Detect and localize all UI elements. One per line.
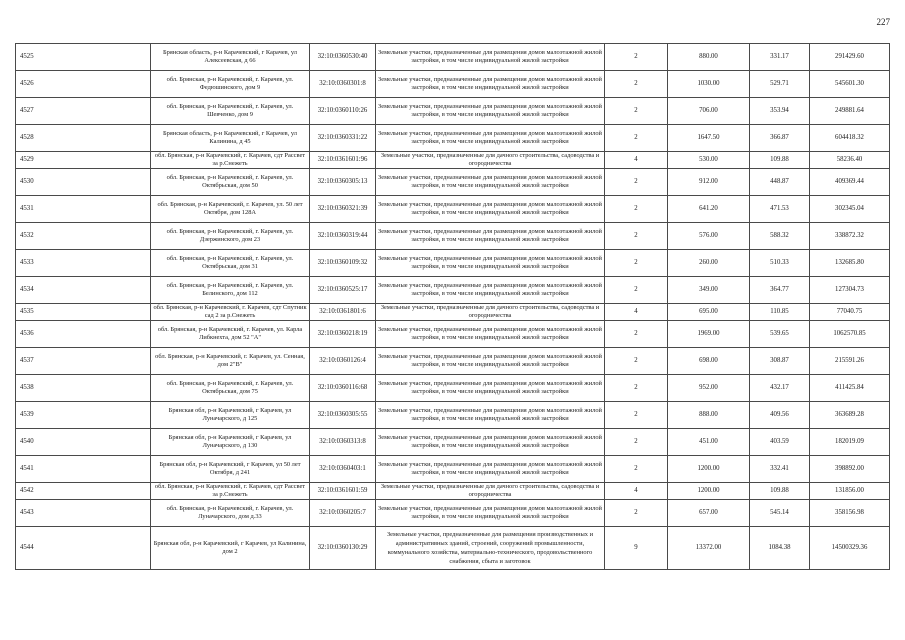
area-cell: 530.00 (668, 152, 750, 169)
address-cell: Брянская область, р-н Карачевский, г Карачев, ул Калинина, д 45 (151, 125, 310, 152)
row-number-cell: 4538 (16, 375, 151, 402)
table-row (16, 527, 890, 570)
cadastral-value-cell: 77040.75 (810, 304, 890, 321)
land-use-purpose-cell: Земельные участки, предназначенные для размещения домов малоэтажной жилой застройки, в том числе индивидуальной жилой застройки (376, 98, 605, 125)
land-use-purpose-cell: Земельные участки, предназначенные для размещения домов малоэтажной жилой застройки, в том числе индивидуальной жилой застройки (376, 44, 605, 71)
area-cell: 657.00 (668, 500, 750, 527)
land-use-purpose-cell: Земельные участки, предназначенные для размещения домов малоэтажной жилой застройки, в том числе индивидуальной жилой застройки (376, 402, 605, 429)
row-number-cell: 4525 (16, 44, 151, 71)
row-number-cell: 4533 (16, 250, 151, 277)
specific-value-cell: 432.17 (750, 375, 810, 402)
row-number-cell: 4526 (16, 71, 151, 98)
land-use-purpose-cell: Земельные участки, предназначенные для размещения производственных и административных зданий, строений, сооружений промышленности, коммунального хозяйства, материально-технического, продовольственного снабжения, сбыта и заготовок (376, 527, 605, 570)
address-cell: обл. Брянская, р-н Карачевский, г. Карачев, ул. Октябрьская, дом 50 (151, 169, 310, 196)
specific-value-cell: 1084.38 (750, 527, 810, 570)
table-row (16, 304, 890, 321)
table-body (16, 44, 890, 570)
area-cell: 888.00 (668, 402, 750, 429)
cadastral-number-cell: 32:10:0360530:40 (310, 44, 376, 71)
area-cell: 349.00 (668, 277, 750, 304)
row-number-cell: 4543 (16, 500, 151, 527)
row-number-cell: 4535 (16, 304, 151, 321)
land-use-purpose-cell: Земельные участки, предназначенные для размещения домов малоэтажной жилой застройки, в том числе индивидуальной жилой застройки (376, 375, 605, 402)
specific-value-cell: 403.59 (750, 429, 810, 456)
cadastral-value-cell: 545601.30 (810, 71, 890, 98)
land-use-group-cell: 2 (605, 98, 668, 125)
row-number-cell: 4534 (16, 277, 151, 304)
land-use-purpose-cell: Земельные участки, предназначенные для размещения домов малоэтажной жилой застройки, в том числе индивидуальной жилой застройки (376, 456, 605, 483)
area-cell: 880.00 (668, 44, 750, 71)
table-row (16, 277, 890, 304)
cadastral-number-cell: 32:10:0360110:26 (310, 98, 376, 125)
land-use-purpose-cell: Земельные участки, предназначенные для размещения домов малоэтажной жилой застройки, в том числе индивидуальной жилой застройки (376, 321, 605, 348)
address-cell: обл. Брянская, р-н Карачевский, г. Карачев, ул. Октябрьская, дом 31 (151, 250, 310, 277)
land-use-purpose-cell: Земельные участки, предназначенные для размещения домов малоэтажной жилой застройки, в том числе индивидуальной жилой застройки (376, 169, 605, 196)
address-cell: обл. Брянская, р-н Карачевский, г. Карачев, сдт Рассвет за р.Снежеть (151, 152, 310, 169)
land-use-group-cell: 2 (605, 277, 668, 304)
cadastral-value-cell: 127304.73 (810, 277, 890, 304)
address-cell: обл. Брянская, р-н Карачевский, г. Карачев, ул. Федюшинского, дом 9 (151, 71, 310, 98)
area-cell: 1969.00 (668, 321, 750, 348)
row-number-cell: 4530 (16, 169, 151, 196)
specific-value-cell: 448.87 (750, 169, 810, 196)
row-number-cell: 4537 (16, 348, 151, 375)
specific-value-cell: 545.14 (750, 500, 810, 527)
table-row (16, 152, 890, 169)
land-use-purpose-cell: Земельные участки, предназначенные для дачного строительства, садоводства и огородничества (376, 304, 605, 321)
cadastral-value-cell: 131856.00 (810, 483, 890, 500)
land-use-purpose-cell: Земельные участки, предназначенные для размещения домов малоэтажной жилой застройки, в том числе индивидуальной жилой застройки (376, 223, 605, 250)
area-cell: 260.00 (668, 250, 750, 277)
cadastral-value-cell: 1062570.85 (810, 321, 890, 348)
table-row (16, 44, 890, 71)
address-cell: обл. Брянская, р-н Карачевский, г. Карачев, ул. Шевченко, дом 9 (151, 98, 310, 125)
table-row (16, 250, 890, 277)
row-number-cell: 4544 (16, 527, 151, 570)
cadastral-value-cell: 358156.98 (810, 500, 890, 527)
page-number: 227 (876, 17, 890, 27)
cadastral-value-cell: 338872.32 (810, 223, 890, 250)
land-use-purpose-cell: Земельные участки, предназначенные для размещения домов малоэтажной жилой застройки, в том числе индивидуальной жилой застройки (376, 500, 605, 527)
cadastral-number-cell: 32:10:0360331:22 (310, 125, 376, 152)
row-number-cell: 4542 (16, 483, 151, 500)
table-row (16, 483, 890, 500)
land-use-group-cell: 4 (605, 483, 668, 500)
cadastral-number-cell: 32:10:0360305:55 (310, 402, 376, 429)
area-cell: 695.00 (668, 304, 750, 321)
specific-value-cell: 510.33 (750, 250, 810, 277)
address-cell: обл. Брянская, р-н Карачевский, г. Карачев, ул. Белинского, дом 112 (151, 277, 310, 304)
cadastral-value-cell: 409369.44 (810, 169, 890, 196)
cadastral-value-cell: 182019.09 (810, 429, 890, 456)
cadastral-number-cell: 32:10:0360126:4 (310, 348, 376, 375)
cadastral-number-cell: 32:10:0361801:6 (310, 304, 376, 321)
table-row (16, 500, 890, 527)
land-use-purpose-cell: Земельные участки, предназначенные для размещения домов малоэтажной жилой застройки, в том числе индивидуальной жилой застройки (376, 250, 605, 277)
address-cell: обл. Брянская, р-н Карачевский, г. Карачев, ул. Октябрьская, дом 75 (151, 375, 310, 402)
land-use-group-cell: 2 (605, 250, 668, 277)
area-cell: 952.00 (668, 375, 750, 402)
row-number-cell: 4539 (16, 402, 151, 429)
specific-value-cell: 366.87 (750, 125, 810, 152)
specific-value-cell: 109.88 (750, 152, 810, 169)
cadastral-number-cell: 32:10:0360319:44 (310, 223, 376, 250)
table-row (16, 348, 890, 375)
address-cell: обл. Брянская, р-н Карачевский, г. Карачев, ул. Карла Либкнехта, дом 52 "А" (151, 321, 310, 348)
address-cell: обл. Брянская, р-н Карачевский, г. Карачев, сдт Рассвет за р.Снежеть (151, 483, 310, 500)
cadastral-number-cell: 32:10:0360321:39 (310, 196, 376, 223)
area-cell: 1030.00 (668, 71, 750, 98)
land-use-group-cell: 2 (605, 500, 668, 527)
table-row (16, 375, 890, 402)
land-use-group-cell: 2 (605, 169, 668, 196)
address-cell: обл. Брянская, р-н Карачевский, г. Карачев, ул. Сенная, дом 2"В" (151, 348, 310, 375)
area-cell: 698.00 (668, 348, 750, 375)
row-number-cell: 4532 (16, 223, 151, 250)
cadastral-number-cell: 32:10:0360205:7 (310, 500, 376, 527)
cadastral-value-cell: 14500329.36 (810, 527, 890, 570)
table-row (16, 196, 890, 223)
table-row (16, 429, 890, 456)
land-use-group-cell: 4 (605, 304, 668, 321)
area-cell: 1200.00 (668, 456, 750, 483)
area-cell: 912.00 (668, 169, 750, 196)
cadastral-number-cell: 32:10:0361601:96 (310, 152, 376, 169)
land-use-group-cell: 4 (605, 152, 668, 169)
land-use-purpose-cell: Земельные участки, предназначенные для размещения домов малоэтажной жилой застройки, в том числе индивидуальной жилой застройки (376, 429, 605, 456)
land-use-group-cell: 2 (605, 348, 668, 375)
cadastral-number-cell: 32:10:0360301:8 (310, 71, 376, 98)
area-cell: 13372.00 (668, 527, 750, 570)
cadastral-value-cell: 132685.80 (810, 250, 890, 277)
land-use-group-cell: 2 (605, 223, 668, 250)
land-use-purpose-cell: Земельные участки, предназначенные для размещения домов малоэтажной жилой застройки, в том числе индивидуальной жилой застройки (376, 71, 605, 98)
address-cell: Брянская обл, р-н Карачевский, г Карачев, ул Луначарского, д 125 (151, 402, 310, 429)
specific-value-cell: 308.87 (750, 348, 810, 375)
specific-value-cell: 332.41 (750, 456, 810, 483)
land-use-group-cell: 2 (605, 196, 668, 223)
specific-value-cell: 588.32 (750, 223, 810, 250)
land-use-purpose-cell: Земельные участки, предназначенные для размещения домов малоэтажной жилой застройки, в том числе индивидуальной жилой застройки (376, 277, 605, 304)
cadastral-value-cell: 249881.64 (810, 98, 890, 125)
land-use-group-cell: 2 (605, 125, 668, 152)
specific-value-cell: 539.65 (750, 321, 810, 348)
specific-value-cell: 109.88 (750, 483, 810, 500)
table-row (16, 71, 890, 98)
table-row (16, 402, 890, 429)
address-cell: Брянская обл, р-н Карачевский, г Карачев, ул Калинина, дом 2 (151, 527, 310, 570)
specific-value-cell: 353.94 (750, 98, 810, 125)
specific-value-cell: 409.56 (750, 402, 810, 429)
land-use-purpose-cell: Земельные участки, предназначенные для дачного строительства, садоводства и огородничества (376, 483, 605, 500)
area-cell: 706.00 (668, 98, 750, 125)
area-cell: 451.00 (668, 429, 750, 456)
land-use-group-cell: 2 (605, 71, 668, 98)
address-cell: обл. Брянская, р-н Карачевский, г. Карачев, ул. Луначарского, дом д.33 (151, 500, 310, 527)
cadastral-number-cell: 32:10:0361601:59 (310, 483, 376, 500)
cadastral-number-cell: 32:10:0360109:32 (310, 250, 376, 277)
specific-value-cell: 110.85 (750, 304, 810, 321)
row-number-cell: 4529 (16, 152, 151, 169)
area-cell: 1647.50 (668, 125, 750, 152)
address-cell: обл. Брянская, р-н Карачевский, г. Карачев, ул. Дзержинского, дом 23 (151, 223, 310, 250)
table-row (16, 321, 890, 348)
address-cell: обл. Брянская, р-н Карачевский, г. Карачев, сдт Спутник сад 2 за р.Снежеть (151, 304, 310, 321)
address-cell: Брянская область, р-н Карачевский, г Карачев, ул Алексеевская, д 66 (151, 44, 310, 71)
cadastral-value-cell: 302345.04 (810, 196, 890, 223)
row-number-cell: 4527 (16, 98, 151, 125)
cadastral-number-cell: 32:10:0360313:8 (310, 429, 376, 456)
address-cell: обл. Брянская, р-н Карачевский, г. Карачев, ул. 50 лет Октября, дом 128А (151, 196, 310, 223)
land-use-group-cell: 9 (605, 527, 668, 570)
row-number-cell: 4531 (16, 196, 151, 223)
area-cell: 641.20 (668, 196, 750, 223)
cadastral-value-cell: 604418.32 (810, 125, 890, 152)
cadastral-number-cell: 32:10:0360525:17 (310, 277, 376, 304)
address-cell: Брянская обл, р-н Карачевский, г Карачев, ул 50 лет Октября, д 241 (151, 456, 310, 483)
area-cell: 1200.00 (668, 483, 750, 500)
row-number-cell: 4540 (16, 429, 151, 456)
specific-value-cell: 364.77 (750, 277, 810, 304)
row-number-cell: 4528 (16, 125, 151, 152)
table-row (16, 223, 890, 250)
area-cell: 576.00 (668, 223, 750, 250)
land-use-group-cell: 2 (605, 456, 668, 483)
cadastral-value-cell: 58236.40 (810, 152, 890, 169)
land-use-group-cell: 2 (605, 429, 668, 456)
cadastral-value-cell: 291429.60 (810, 44, 890, 71)
row-number-cell: 4536 (16, 321, 151, 348)
table-row (16, 169, 890, 196)
land-use-purpose-cell: Земельные участки, предназначенные для размещения домов малоэтажной жилой застройки, в том числе индивидуальной жилой застройки (376, 125, 605, 152)
specific-value-cell: 529.71 (750, 71, 810, 98)
table-row (16, 456, 890, 483)
address-cell: Брянская обл, р-н Карачевский, г Карачев, ул Луначарского, д 130 (151, 429, 310, 456)
cadastral-value-cell: 411425.84 (810, 375, 890, 402)
land-use-purpose-cell: Земельные участки, предназначенные для дачного строительства, садоводства и огородничества (376, 152, 605, 169)
specific-value-cell: 331.17 (750, 44, 810, 71)
cadastral-value-table (15, 43, 890, 570)
table-row (16, 98, 890, 125)
cadastral-number-cell: 32:10:0360305:13 (310, 169, 376, 196)
cadastral-value-cell: 363689.28 (810, 402, 890, 429)
land-use-group-cell: 2 (605, 375, 668, 402)
specific-value-cell: 471.53 (750, 196, 810, 223)
cadastral-number-cell: 32:10:0360116:68 (310, 375, 376, 402)
land-use-purpose-cell: Земельные участки, предназначенные для размещения домов малоэтажной жилой застройки, в том числе индивидуальной жилой застройки (376, 348, 605, 375)
land-use-group-cell: 2 (605, 402, 668, 429)
cadastral-value-cell: 215591.26 (810, 348, 890, 375)
table-row (16, 125, 890, 152)
land-use-group-cell: 2 (605, 44, 668, 71)
cadastral-value-cell: 398892.00 (810, 456, 890, 483)
cadastral-number-cell: 32:10:0360130:29 (310, 527, 376, 570)
cadastral-number-cell: 32:10:0360403:1 (310, 456, 376, 483)
row-number-cell: 4541 (16, 456, 151, 483)
land-use-purpose-cell: Земельные участки, предназначенные для размещения домов малоэтажной жилой застройки, в том числе индивидуальной жилой застройки (376, 196, 605, 223)
land-use-group-cell: 2 (605, 321, 668, 348)
cadastral-number-cell: 32:10:0360218:19 (310, 321, 376, 348)
